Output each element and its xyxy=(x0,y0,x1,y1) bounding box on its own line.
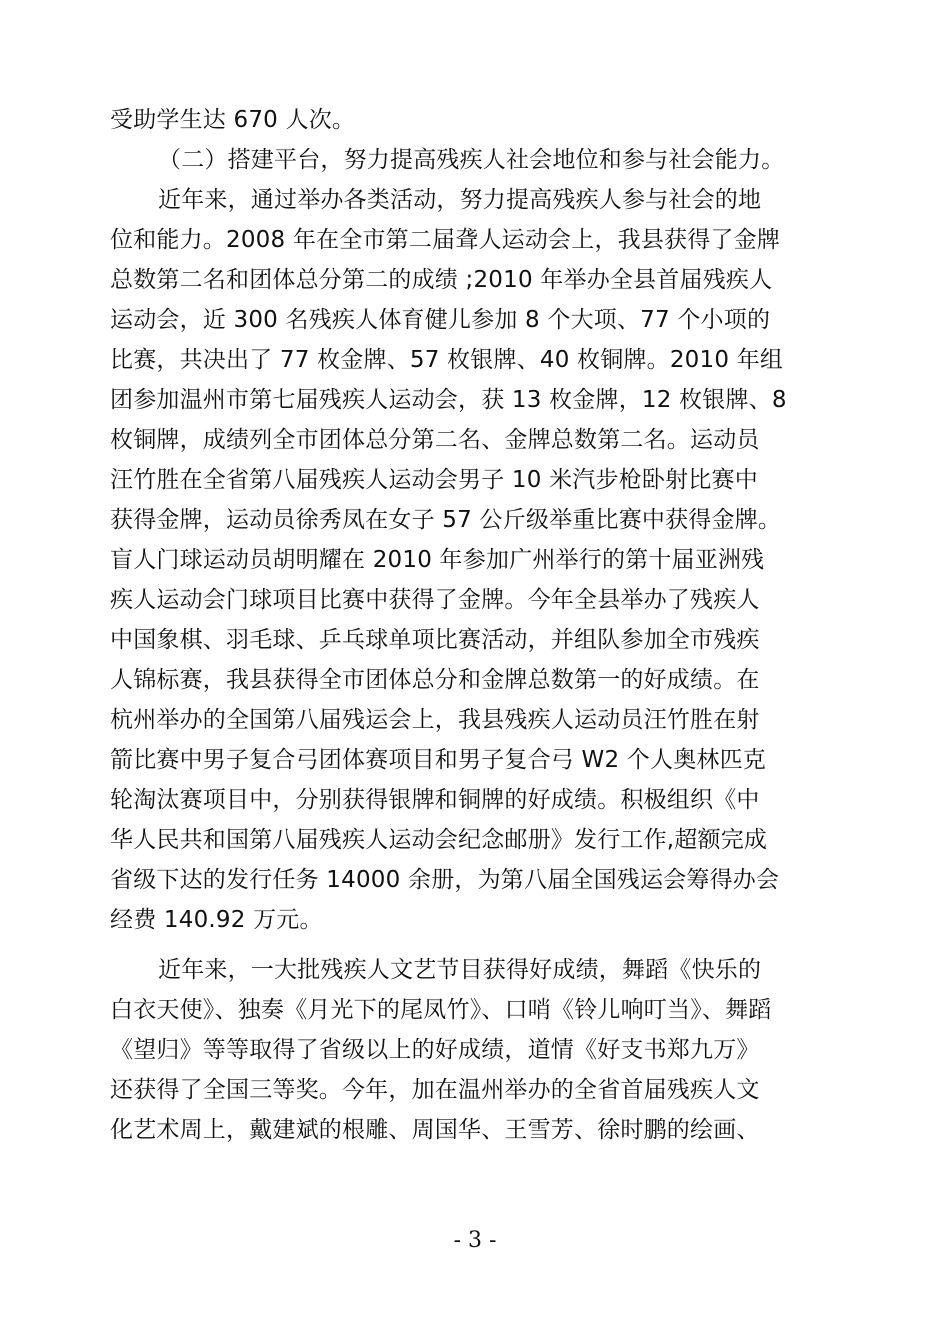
text-line: 比赛，共决出了 77 枚金牌、57 枚银牌、40 枚铜牌。2010 年组 xyxy=(110,347,784,373)
text-line: 受助学生达 670 人次。 xyxy=(110,107,356,133)
text-line: 轮淘汰赛项目中，分别获得银牌和铜牌的好成绩。积极组织《中 xyxy=(110,787,760,813)
text-line: 杭州举办的全国第八届残运会上，我县残疾人运动员汪竹胜在射 xyxy=(110,707,760,733)
section-heading: （二）搭建平台，努力提高残疾人社会地位和参与社会能力。 xyxy=(158,147,785,173)
text-line: 枚铜牌，成绩列全市团体总分第二名、金牌总数第二名。运动员 xyxy=(110,427,760,453)
text-line: 箭比赛中男子复合弓团体赛项目和男子复合弓 W2 个人奥林匹克 xyxy=(110,747,766,773)
text-line: 白衣天使》、独奏《月光下的尾凤竹》、口哨《铃儿响叮当》、舞蹈 xyxy=(110,997,772,1023)
text-line: 疾人运动会门球项目比赛中获得了金牌。今年全县举办了残疾人 xyxy=(110,587,760,613)
page-number: - 3 - xyxy=(453,1228,497,1253)
text-line: 化艺术周上，戴建斌的根雕、周国华、王雪芳、徐时鹏的绘画、 xyxy=(110,1117,760,1143)
text-line: 还获得了全国三等奖。今年，加在温州举办的全省首届残疾人文 xyxy=(110,1077,760,1103)
text-line: 人锦标赛，我县获得全市团体总分和金牌总数第一的好成绩。在 xyxy=(110,667,760,693)
paragraph-spacer xyxy=(110,940,845,950)
text-line: 总数第二名和团体总分第二的成绩 ;2010 年举办全县首届残疾人 xyxy=(110,267,773,293)
body-text xyxy=(110,100,845,1150)
text-line: 团参加温州市第七届残疾人运动会，获 13 枚金牌，12 枚银牌、8 xyxy=(110,387,787,413)
text-line: 近年来，一大批残疾人文艺节目获得好成绩，舞蹈《快乐的 xyxy=(158,957,762,983)
text-line: 经费 140.92 万元。 xyxy=(110,907,323,933)
text-line: 华人民共和国第八届残疾人运动会纪念邮册》发行工作,超额完成 xyxy=(110,827,768,853)
text-line: 获得金牌，运动员徐秀凤在女子 57 公斤级举重比赛中获得金牌。 xyxy=(110,507,782,533)
text-line: 《望归》等等取得了省级以上的好成绩，道情《好支书郑九万》 xyxy=(110,1037,760,1063)
text-line: 省级下达的发行任务 14000 余册，为第八届全国残运会筹得办会 xyxy=(110,867,780,893)
text-line: 中国象棋、羽毛球、乒乓球单项比赛活动，并组队参加全市残疾 xyxy=(110,627,760,653)
text-line: 汪竹胜在全省第八届残疾人运动会男子 10 米汽步枪卧射比赛中 xyxy=(110,467,758,493)
text-line: 位和能力。2008 年在全市第二届聋人运动会上，我县获得了金牌 xyxy=(110,227,781,253)
text-line: 运动会，近 300 名残疾人体育健儿参加 8 个大项、77 个小项的 xyxy=(110,307,771,333)
text-line: 盲人门球运动员胡明耀在 2010 年参加广州举行的第十届亚洲残 xyxy=(110,547,765,573)
text-line: 近年来，通过举办各类活动，努力提高残疾人参与社会的地 xyxy=(158,187,762,213)
